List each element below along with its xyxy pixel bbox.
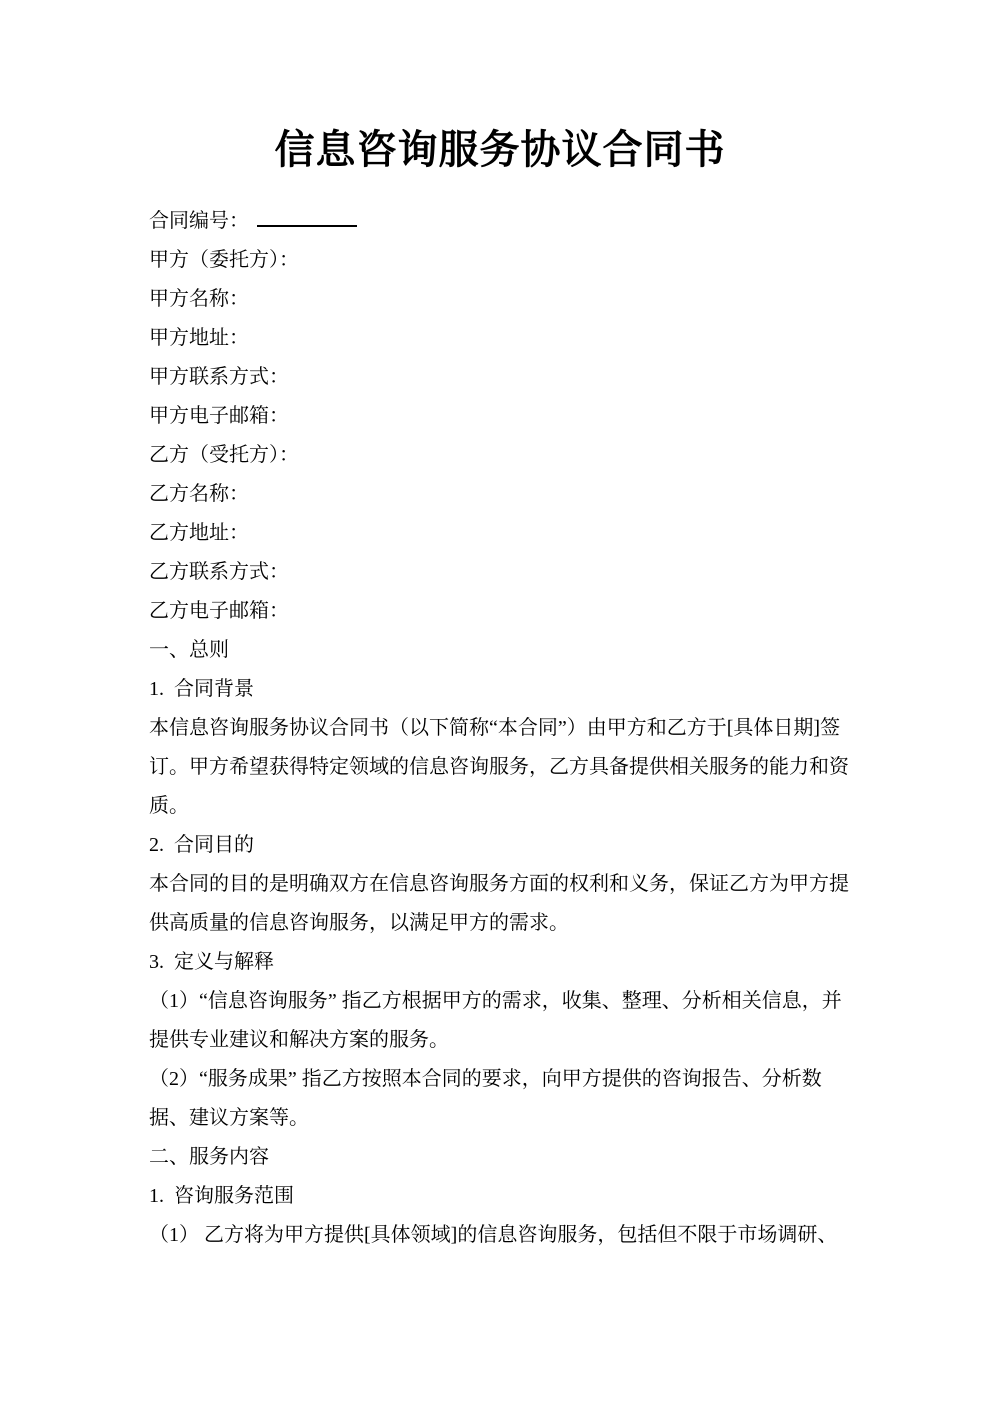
clause-1-2-heading: 2. 合同目的 (149, 834, 254, 856)
party-b-email-line: 乙方电子邮箱： (149, 600, 289, 622)
party-b-title-line: 乙方（受托方）： (149, 444, 299, 466)
clause-2-1-item-1: （1） 乙方将为甲方提供[具体领域]的信息咨询服务，包括但不限于市场调研、 (149, 1224, 838, 1246)
contract-number-blank (257, 209, 357, 227)
clause-1-3-item-2: （2）“服务成果” 指乙方按照本合同的要求，向甲方提供的咨询报告、分析数据、建议方案等。 (149, 1068, 822, 1129)
clause-2-1-heading: 1. 咨询服务范围 (149, 1185, 294, 1207)
section-2-heading: 二、服务内容 (149, 1146, 269, 1168)
clause-1-2-paragraph: 本合同的目的是明确双方在信息咨询服务方面的权利和义务，保证乙方为甲方提供高质量的信息咨询服务，以满足甲方的需求。 (149, 873, 849, 934)
contract-number-line: 合同编号： (149, 202, 851, 241)
document-body (149, 202, 851, 1255)
document-title: 信息咨询服务协议合同书 (274, 127, 726, 172)
party-b-name-line: 乙方名称： (149, 483, 249, 505)
party-b-address-line: 乙方地址： (149, 522, 249, 544)
party-a-email-line: 甲方电子邮箱： (149, 405, 289, 427)
clause-1-1-heading: 1. 合同背景 (149, 678, 254, 700)
party-b-contact-line: 乙方联系方式： (149, 561, 289, 583)
clause-1-3-item-1: （1）“信息咨询服务” 指乙方根据甲方的需求，收集、整理、分析相关信息，并提供专业建议和解决方案的服务。 (149, 990, 842, 1051)
clause-1-3-heading: 3. 定义与解释 (149, 951, 274, 973)
section-1-heading: 一、总则 (149, 639, 229, 661)
party-a-address-line: 甲方地址： (149, 327, 249, 349)
party-a-title-line: 甲方（委托方）： (149, 249, 299, 271)
party-a-contact-line: 甲方联系方式： (149, 366, 289, 388)
document-content (149, 0, 851, 1255)
party-a-name-line: 甲方名称： (149, 288, 249, 310)
clause-1-1-paragraph: 本信息咨询服务协议合同书（以下简称“本合同”）由甲方和乙方于[具体日期]签订。甲方希望获得特定领域的信息咨询服务，乙方具备提供相关服务的能力和资质。 (149, 717, 849, 817)
